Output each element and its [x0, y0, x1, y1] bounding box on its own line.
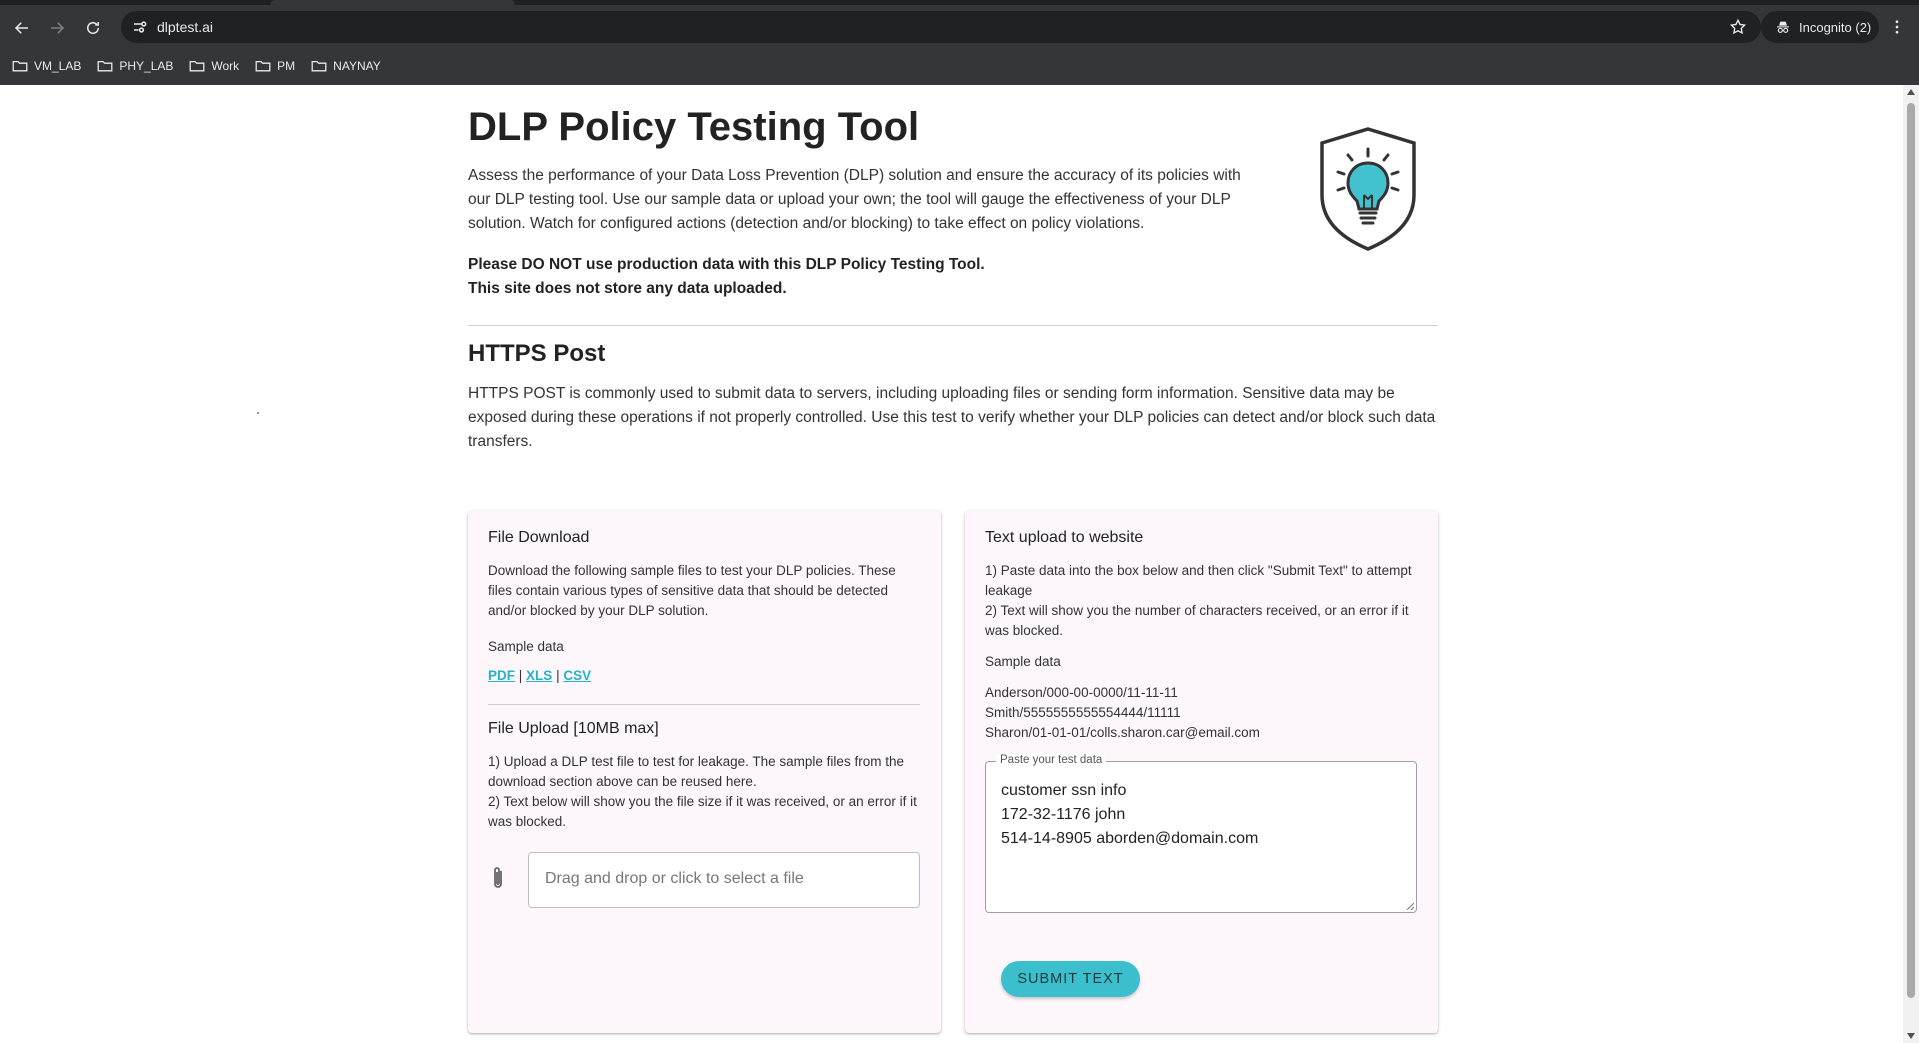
address-bar[interactable] — [121, 11, 1761, 43]
file-card — [468, 511, 941, 1033]
back-icon[interactable] — [8, 14, 36, 42]
page-scrollbar[interactable] — [1903, 85, 1919, 1043]
incognito-icon — [1775, 19, 1791, 35]
bookmark-label: PM — [277, 59, 296, 73]
sample-line: Sharon/01-01-01/colls.sharon.car@email.com — [985, 725, 1260, 740]
active-tab[interactable] — [270, 0, 515, 5]
more-menu-icon[interactable] — [1885, 15, 1909, 39]
folder-icon — [97, 59, 113, 73]
bookmarks-bar — [0, 52, 381, 80]
sample-line: Smith/5555555555554444/11111 — [985, 705, 1181, 720]
textarea-value[interactable]: customer ssn info 172-32-1176 john 514-14-8905 aborden@domain.com — [1001, 782, 1259, 847]
browser-toolbar — [0, 6, 1919, 48]
bookmark-naynay[interactable] — [311, 59, 381, 73]
warning-text — [468, 253, 1258, 301]
scroll-up-icon[interactable] — [1907, 89, 1915, 95]
bookmark-work[interactable] — [189, 59, 239, 73]
scrollbar-thumb[interactable] — [1907, 103, 1915, 998]
test-data-textarea[interactable] — [985, 754, 1417, 913]
browser-chrome — [0, 0, 1919, 85]
text-upload-step-2: 2) Text will show you the number of characters received, or an error if it was blocked. — [985, 603, 1409, 638]
bookmark-vm-lab[interactable] — [12, 59, 81, 73]
tab-strip — [0, 0, 1919, 5]
sample-data-label: Sample data — [488, 639, 564, 654]
bookmark-label: VM_LAB — [34, 59, 82, 73]
section-title: HTTPS Post — [468, 340, 606, 367]
bookmark-label: PHY_LAB — [119, 59, 174, 73]
incognito-label: Incognito (2) — [1799, 19, 1872, 35]
site-info-icon[interactable] — [131, 18, 149, 36]
folder-icon — [255, 59, 271, 73]
text-upload-title: Text upload to website — [985, 529, 1144, 546]
shield-lightbulb-icon — [1318, 125, 1418, 253]
link-separator: | — [518, 668, 523, 683]
paperclip-icon[interactable] — [490, 865, 506, 891]
stray-dot — [257, 412, 259, 414]
file-drop-zone[interactable]: Drag and drop or click to select a file — [528, 852, 920, 908]
web-page — [0, 85, 1903, 1043]
resize-handle-icon[interactable] — [1406, 902, 1414, 910]
file-upload-step-1: 1) Upload a DLP test file to test for leakage. The sample files from the download section above can be reused here. — [488, 754, 904, 789]
text-upload-step-1: 1) Paste data into the box below and then click "Submit Text" to attempt leakage — [985, 563, 1412, 598]
intro-text: Assess the performance of your Data Loss Prevention (DLP) solution and ensure the accuracy of its policies with our DLP testing tool. Use our sample data or upload your own; the tool will gauge the effectiveness of your DLP solution. Watch for configured actions (detection and/or blocking) to take effect on policy violations. — [468, 167, 1241, 232]
textarea-label: Paste your test data — [996, 754, 1106, 766]
folder-icon — [189, 59, 205, 73]
reload-icon[interactable] — [79, 14, 107, 42]
bookmark-phy-lab[interactable] — [97, 59, 173, 73]
file-download-text: Download the following sample files to test your DLP policies. These files contain various types of sensitive data that should be detected and/or blocked by your DLP solution. — [488, 563, 896, 618]
download-links — [488, 668, 591, 683]
section-divider — [468, 325, 1438, 326]
sample-line: Anderson/000-00-0000/11-11-11 — [985, 685, 1178, 700]
bookmark-star-icon[interactable] — [1729, 18, 1747, 36]
text-upload-card — [965, 511, 1438, 1033]
file-upload-step-2: 2) Text below will show you the file size if it was received, or an error if it was blocked. — [488, 794, 917, 829]
file-upload-title: File Upload [10MB max] — [488, 720, 659, 737]
submit-text-button[interactable]: SUBMIT TEXT — [1001, 961, 1140, 997]
file-download-title: File Download — [488, 529, 590, 546]
csv-link[interactable]: CSV — [563, 668, 592, 683]
bookmark-label: Work — [211, 59, 240, 73]
bookmark-pm[interactable] — [255, 59, 295, 73]
sample-data-list — [985, 683, 1260, 743]
url-text[interactable]: dlptest.ai — [157, 19, 214, 35]
card-divider — [488, 704, 920, 705]
sample-data-label: Sample data — [985, 654, 1061, 669]
warning-line-1: Please DO NOT use production data with this DLP Policy Testing Tool. — [468, 256, 985, 273]
scroll-down-icon[interactable] — [1907, 1033, 1915, 1039]
link-separator: | — [556, 668, 560, 683]
incognito-button[interactable] — [1761, 11, 1879, 43]
forward-icon[interactable] — [43, 14, 71, 42]
bookmark-label: NAYNAY — [333, 59, 381, 73]
section-description: HTTPS POST is commonly used to submit data to servers, including uploading files or sending form information. Sensitive data may be exposed during these operations if not properly controlled. Use this test to verify whether your DLP policies can detect and/or block such data transfers. — [468, 385, 1436, 450]
folder-icon — [311, 59, 327, 73]
xls-link[interactable]: XLS — [526, 668, 553, 683]
folder-icon — [12, 59, 28, 73]
warning-line-2: This site does not store any data uploaded. — [468, 280, 787, 297]
page-title: DLP Policy Testing Tool — [468, 105, 920, 149]
pdf-link[interactable]: PDF — [488, 668, 515, 683]
